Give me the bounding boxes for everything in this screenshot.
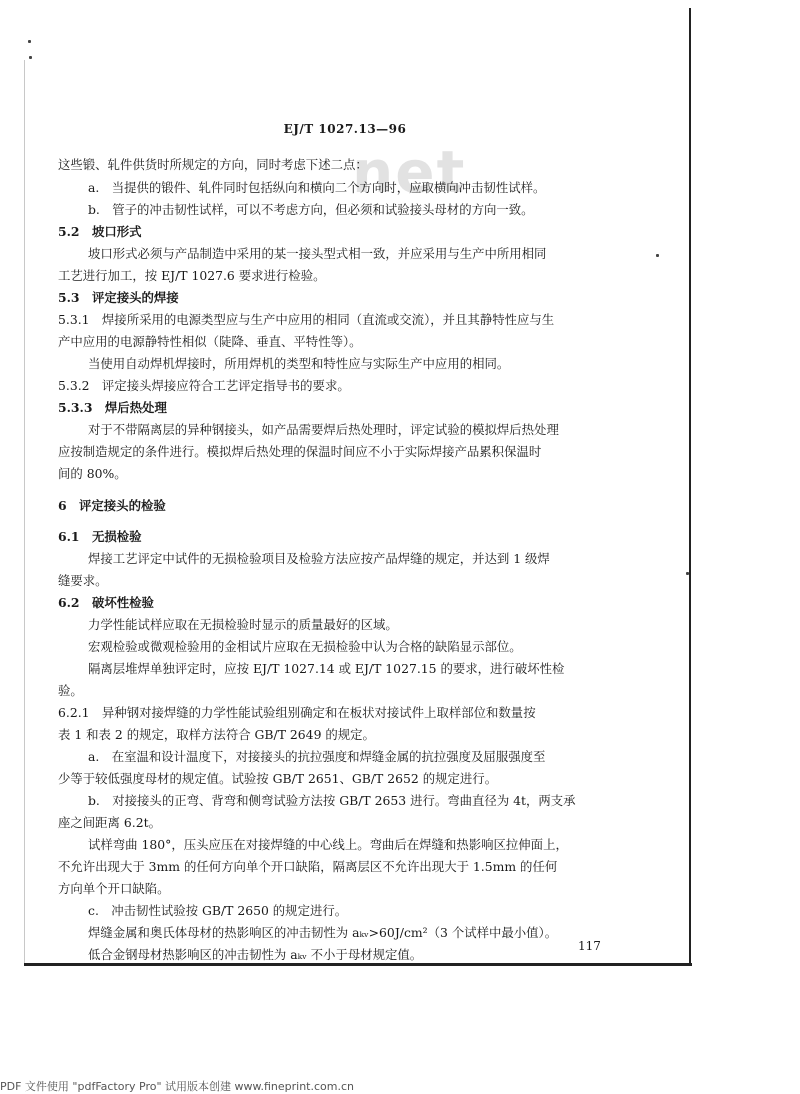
text-line: 5.3.1 焊接所采用的电源类型应与生产中应用的相同（直流或交流），并且其静特性应与生 <box>58 312 555 327</box>
text-line: 不允许出现大于 3mm 的任何方向单个开口缺陷，隔离层区不允许出现大于 1.5mm 的任何 <box>58 859 558 874</box>
text-line: 6.2.1 异种钢对接焊缝的力学性能试验组别确定和在板状对接试件上取样部位和数量按 <box>58 705 536 720</box>
text-line: 缝要求。 <box>58 573 108 588</box>
text-line: 宏观检验或微观检验用的金相试片应取在无损检验中认为合格的缺陷显示部位。 <box>88 639 522 654</box>
text-line: 应按制造规定的条件进行。模拟焊后热处理的保温时间应不小于实际焊接产品累积保温时 <box>58 444 542 459</box>
text-line: 少等于较低强度母材的规定值。试验按 GB/T 2651、GB/T 2652 的规定进行。 <box>58 771 498 786</box>
text-line: 坡口形式必须与产品制造中采用的某一接头型式相一致，并应采用与生产中所用相同 <box>88 246 547 261</box>
text-line: c. 冲击韧性试验按 GB/T 2650 的规定进行。 <box>88 903 348 918</box>
chapter-heading: 6 评定接头的检验 <box>58 498 166 513</box>
section-heading: 5.2 坡口形式 <box>58 224 142 239</box>
text-line: 对于不带隔离层的异种钢接头，如产品需要焊后热处理时，评定试验的模拟焊后热处理 <box>88 422 559 437</box>
section-heading: 6.1 无损检验 <box>58 529 142 544</box>
scan-speck <box>28 40 31 43</box>
text-line: 这些锻、轧件供货时所规定的方向，同时考虑下述二点： <box>58 157 368 172</box>
section-heading: 6.2 破坏性检验 <box>58 595 154 610</box>
text-line: 工艺进行加工，按 EJ/T 1027.6 要求进行检验。 <box>58 268 326 283</box>
watermark: net <box>352 138 467 206</box>
text-line: 当使用自动焊机焊接时，所用焊机的类型和特性应与实际生产中应用的相同。 <box>88 356 510 371</box>
text-line: b. 对接接头的正弯、背弯和侧弯试验方法按 GB/T 2653 进行。弯曲直径为 4t，两支承 <box>88 793 576 808</box>
text-line: 表 1 和表 2 的规定，取样方法符合 GB/T 2649 的规定。 <box>58 727 375 742</box>
page-header: EJ/T 1027.13—96 <box>283 122 407 136</box>
text-line: 焊缝金属和奥氏体母材的热影响区的冲击韧性为 aₖᵥ>60J/cm²（3 个试样中最小值）。 <box>88 925 558 940</box>
text-line: 座之间距离 6.2t。 <box>58 815 161 830</box>
scan-speck <box>29 56 32 59</box>
page-number: 117 <box>578 939 601 953</box>
text-line: 间的 80%。 <box>58 466 127 481</box>
scan-speck <box>686 572 689 575</box>
text-line: a. 在室温和设计温度下，对接接头的抗拉强度和焊缝金属的抗拉强度及屈服强度至 <box>88 749 546 764</box>
text-line: 试样弯曲 180°，压头应压在对接焊缝的中心线上。弯曲后在焊缝和热影响区拉伸面上， <box>88 837 568 852</box>
text-line: 隔离层堆焊单独评定时，应按 EJ/T 1027.14 或 EJ/T 1027.15 的要求，进行破坏性检 <box>88 661 565 676</box>
text-line: 产中应用的电源静特性相似（陡降、垂直、平特性等）。 <box>58 334 362 349</box>
pdf-footer-notice: PDF 文件使用 "pdfFactory Pro" 试用版本创建 www.fineprint.com.cn <box>0 1080 354 1093</box>
page-border-left <box>24 60 25 963</box>
text-line: 5.3.2 评定接头焊接应符合工艺评定指导书的要求。 <box>58 378 350 393</box>
page-border-right <box>689 8 691 965</box>
text-line: 力学性能试样应取在无损检验时显示的质量最好的区域。 <box>88 617 398 632</box>
text-line: b. 管子的冲击韧性试样，可以不考虑方向，但必须和试验接头母材的方向一致。 <box>88 202 534 217</box>
section-heading: 5.3.3 焊后热处理 <box>58 400 167 415</box>
section-heading: 5.3 评定接头的焊接 <box>58 290 179 305</box>
text-line: 验。 <box>58 683 83 698</box>
scan-speck <box>656 254 659 257</box>
text-line: a. 当提供的锻件、轧件同时包括纵向和横向二个方向时，应取横向冲击韧性试样。 <box>88 180 546 195</box>
text-line: 低合金钢母材热影响区的冲击韧性为 aₖᵥ 不小于母材规定值。 <box>88 947 423 962</box>
text-line: 方向单个开口缺陷。 <box>58 881 170 896</box>
text-line: 焊接工艺评定中试件的无损检验项目及检验方法应按产品焊缝的规定，并达到 1 级焊 <box>88 551 550 566</box>
